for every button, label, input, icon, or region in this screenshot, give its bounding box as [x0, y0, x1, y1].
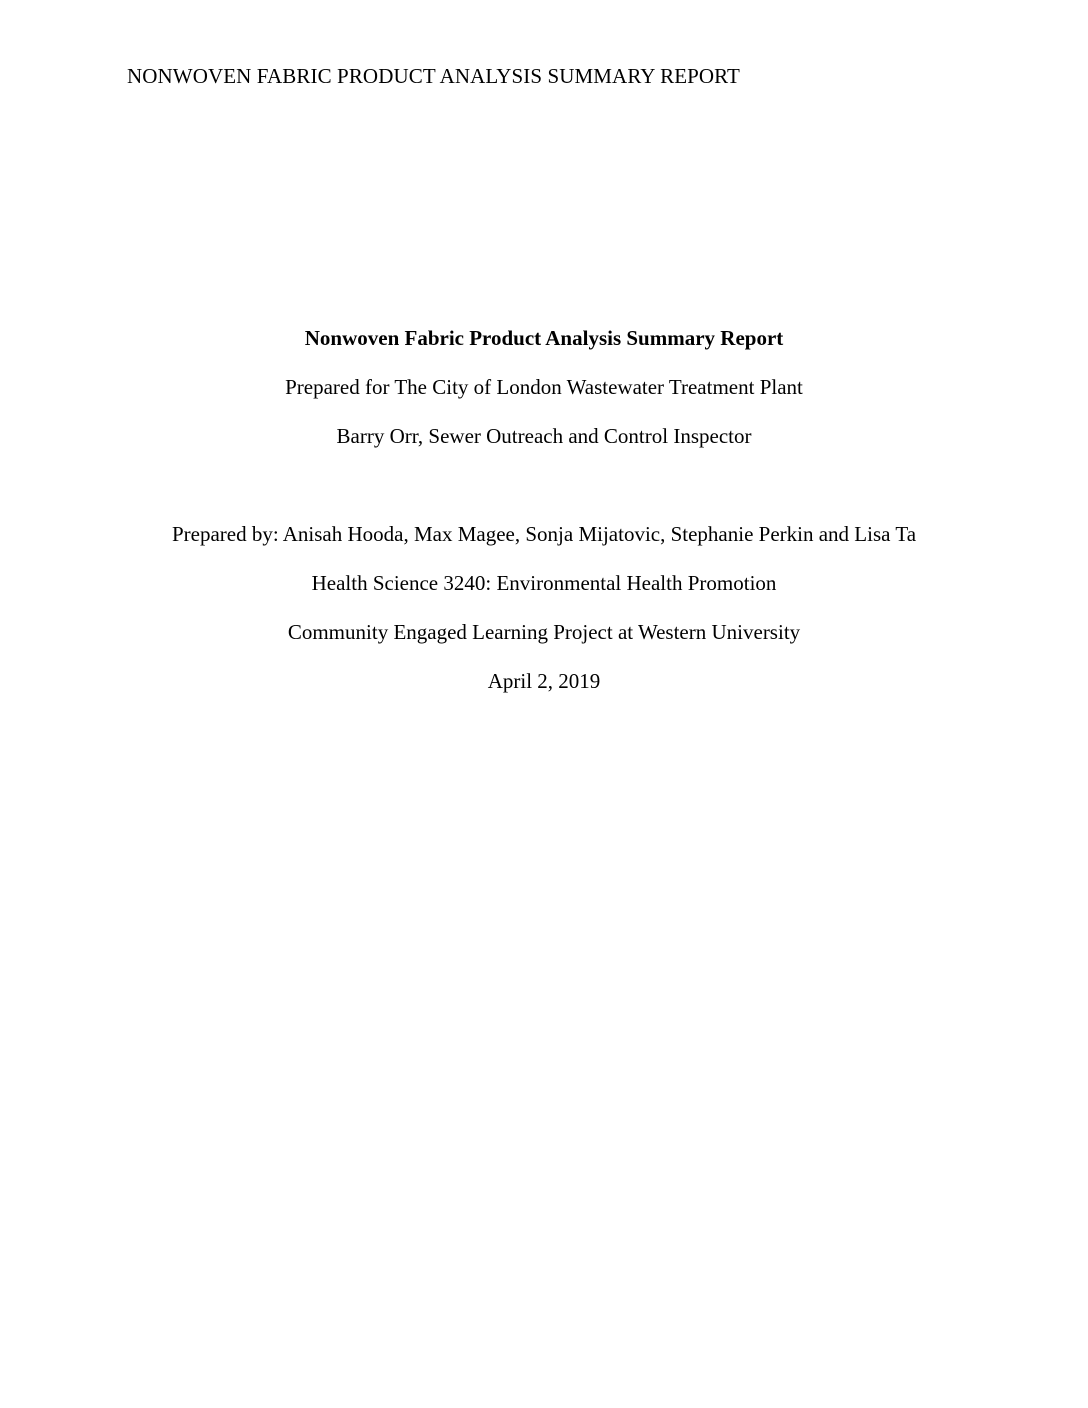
prepared-for-line: Prepared for The City of London Wastewater Treatment Plant — [285, 375, 803, 399]
date-line: April 2, 2019 — [487, 669, 601, 693]
contact-line: Barry Orr, Sewer Outreach and Control Inspector — [336, 424, 752, 448]
course-line: Health Science 3240: Environmental Health Promotion — [311, 571, 777, 595]
prepared-by-line: Prepared by: Anisah Hooda, Max Magee, Sonja Mijatovic, Stephanie Perkin and Lisa Ta — [171, 522, 917, 546]
running-head: NONWOVEN FABRIC PRODUCT ANALYSIS SUMMARY REPORT — [127, 64, 740, 88]
report-title: Nonwoven Fabric Product Analysis Summary Report — [304, 326, 784, 350]
project-line: Community Engaged Learning Project at Western University — [287, 620, 801, 644]
